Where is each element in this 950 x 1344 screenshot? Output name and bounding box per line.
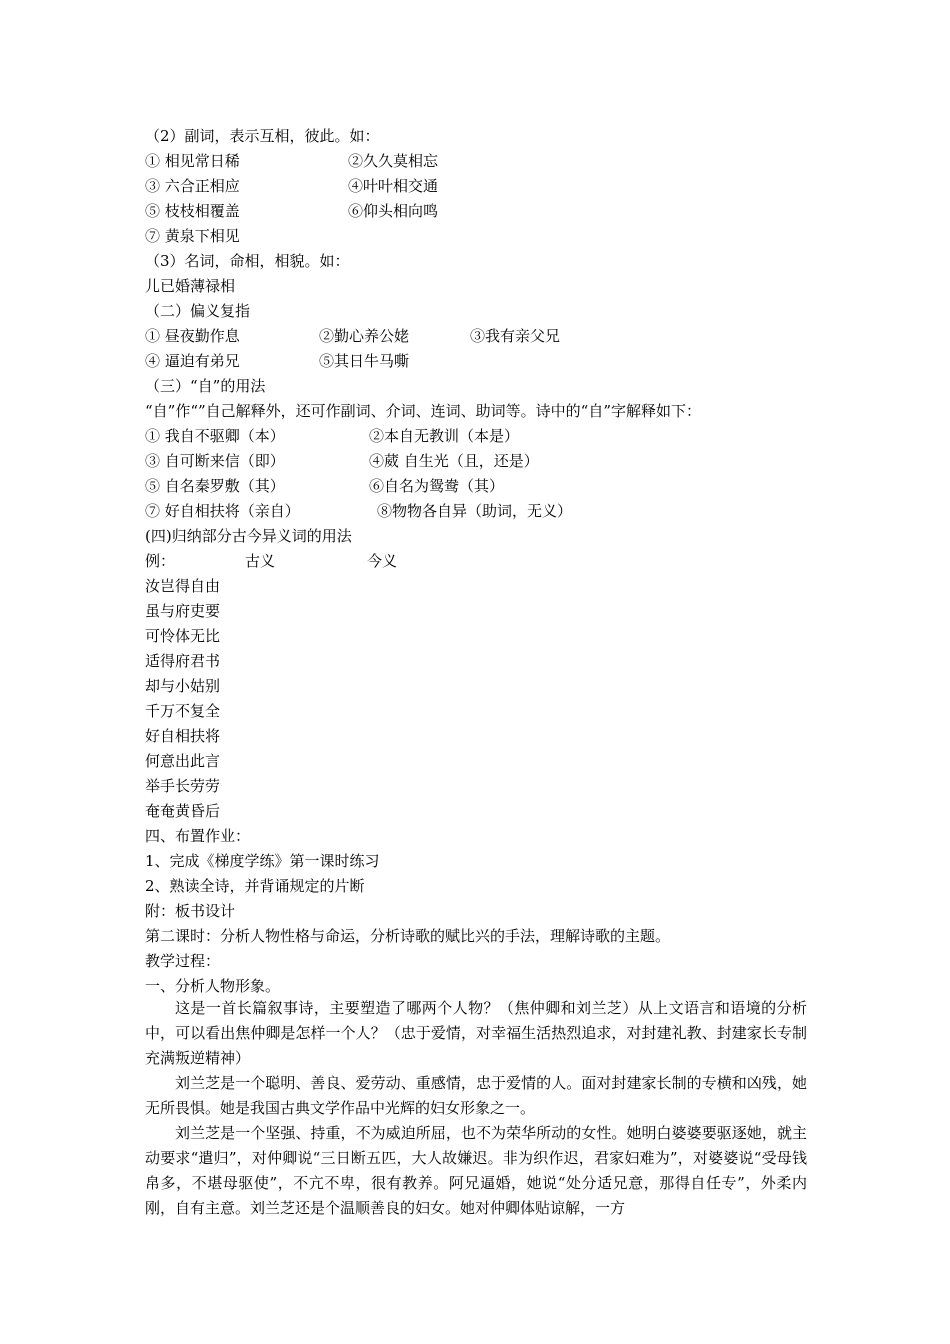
example-row: 可怜体无比 (145, 627, 221, 645)
text-line: 1、完成《梯度学练》第一课时练习 (145, 852, 380, 870)
text-line: （2）副词，表示互相，彼此。如： (145, 127, 380, 145)
text-item: ②勤心养公姥 (319, 327, 410, 345)
example-row: 千万不复全 (145, 702, 221, 720)
section-heading: 四、布置作业： (145, 827, 251, 845)
text-item: ⑧物物各自异（助词，无义） (377, 502, 573, 520)
example-label: 例： (145, 552, 176, 570)
text-item: ⑤ 枝枝相覆盖 (145, 202, 240, 220)
paragraph: 刘兰芝是一个聪明、善良、爱劳动、重感情，忠于爱情的人。面对封建家长制的专横和凶残，她无所畏惧。她是我国古典文学作品中光辉的妇女形象之一。 (145, 1074, 807, 1117)
text-item: ① 相见常日稀 (145, 152, 240, 170)
text-item: ②久久莫相忘 (348, 152, 439, 170)
text-line: 附：板书设计 (145, 902, 236, 920)
text-line: 教学过程： (145, 952, 221, 970)
text-item: ⑤其日牛马嘶 (319, 352, 410, 370)
text-line: “自”作“”自己解释外，还可作副词、介词、连词、助词等。诗中的“自”字解释如下： (145, 402, 702, 420)
text-line: ⑦ 黄泉下相见 (145, 227, 240, 245)
text-item: ⑤ 自名秦罗敷（其） (145, 477, 285, 495)
example-row: 举手长劳劳 (145, 777, 221, 795)
text-item: ②本自无教训（本是） (369, 427, 520, 445)
column-ancient-meaning: 古义 (245, 552, 276, 570)
example-row: 汝岂得自由 (145, 577, 221, 595)
example-row: 却与小姑别 (145, 677, 221, 695)
text-item: ③我有亲父兄 (470, 327, 561, 345)
text-item: ④ 逼迫有弟兄 (145, 352, 240, 370)
example-row: 好自相扶将 (145, 727, 221, 745)
example-row: 虽与府吏要 (145, 602, 221, 620)
text-item: ③ 自可断来信（即） (145, 452, 285, 470)
example-row: 适得府君书 (145, 652, 221, 670)
text-line: 第二课时：分析人物性格与命运，分析诗歌的赋比兴的手法，理解诗歌的主题。 (145, 927, 671, 945)
column-modern-meaning: 今义 (367, 552, 398, 570)
paragraph: 刘兰芝是一个坚强、持重，不为威迫所屈，也不为荣华所动的女性。她明白婆婆要驱逐她，就主动要求“遣归”，对仲卿说“三日断五匹，大人故嫌迟。非为织作迟，君家妇难为”，对婆婆说“受母钱帛多，不堪母驱使”，不亢不卑，很有教养。阿兄逼婚，她说“处分适兄意，那得自任专”，外柔内刚，自有主意。刘兰芝还是个温顺善良的妇女。她对仲卿体贴谅解，一方 (145, 1124, 807, 1217)
text-line: （3）名词，命相，相貌。如： (145, 252, 350, 270)
text-item: ⑥自名为鸳鸯（其） (369, 477, 505, 495)
section-heading: （二）偏义复指 (145, 302, 251, 320)
example-row: 何意出此言 (145, 752, 221, 770)
text-item: ⑦ 好自相扶将（亲自） (145, 502, 300, 520)
text-item: ③ 六合正相应 (145, 177, 240, 195)
section-heading: (四)归纳部分古今异义词的用法 (145, 527, 352, 545)
section-heading: 一、分析人物形象。 (145, 977, 281, 995)
text-item: ① 我自不驱卿（本） (145, 427, 285, 445)
text-line: 儿已婚薄禄相 (145, 277, 236, 295)
section-heading: （三）“自”的用法 (145, 377, 266, 395)
text-item: ④葳 自生光（且，还是） (369, 452, 539, 470)
text-line: 2、熟读全诗，并背诵规定的片断 (145, 877, 365, 895)
text-item: ⑥仰头相向鸣 (348, 202, 439, 220)
text-item: ① 昼夜勤作息 (145, 327, 240, 345)
text-item: ④叶叶相交通 (348, 177, 439, 195)
paragraph: 这是一首长篇叙事诗，主要塑造了哪两个人物？（焦仲卿和刘兰芝）从上文语言和语境的分析中，可以看出焦仲卿是怎样一个人？（忠于爱情，对幸福生活热烈追求，对封建礼教、封建家长专制充满叛逆精神） (145, 999, 807, 1067)
example-row: 奄奄黄昏后 (145, 802, 221, 820)
